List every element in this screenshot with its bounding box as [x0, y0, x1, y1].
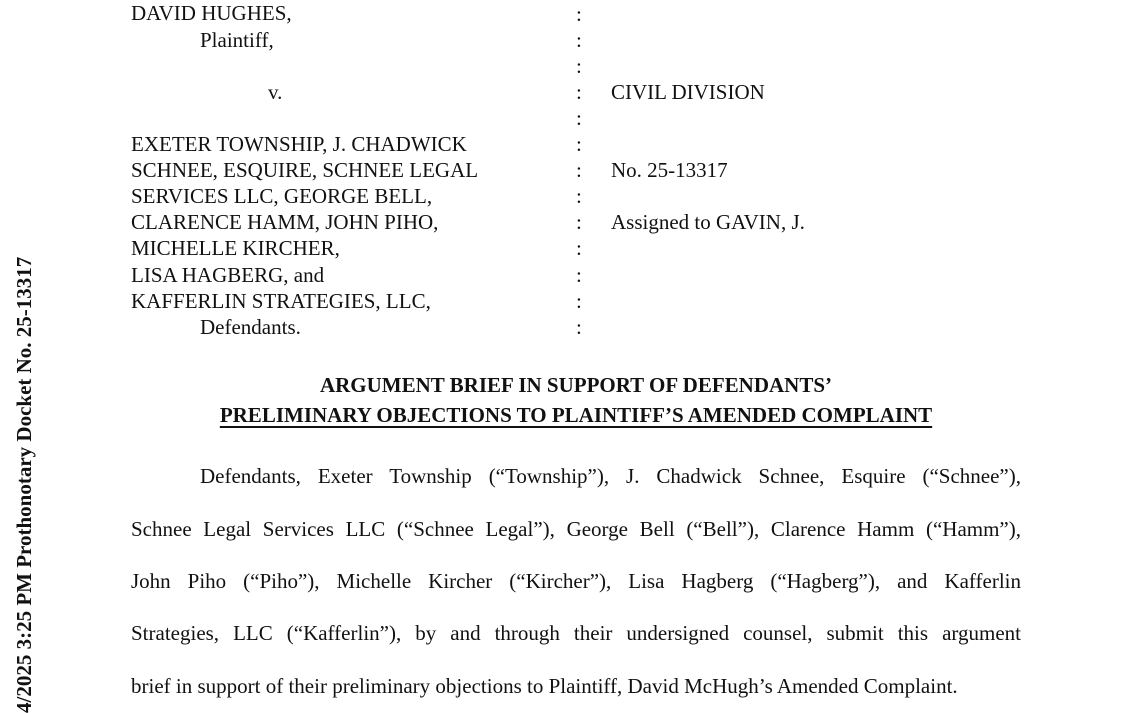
plaintiff-label: Plaintiff, [200, 28, 274, 52]
defendant-line: SERVICES LLC, GEORGE BELL, [131, 184, 433, 208]
defendant-line: EXETER TOWNSHIP, J. CHADWICK [131, 132, 467, 156]
caption-colon: : [576, 28, 582, 52]
caption-colon: : [576, 158, 582, 182]
caption-colon: : [576, 289, 582, 313]
defendant-line: SCHNEE, ESQUIRE, SCHNEE LEGAL [131, 158, 479, 182]
caption-colon: : [576, 263, 582, 287]
body-paragraph-line: brief in support of their preliminary objections to Plaintiff, David McHugh’s Amended Complaint. [131, 674, 958, 698]
caption-colon: : [576, 184, 582, 208]
case-number: No. 25-13317 [611, 158, 728, 182]
brief-title-line-2 [0, 402, 1140, 428]
caption-colon: : [576, 54, 582, 78]
defendant-line: MICHELLE KIRCHER, [131, 236, 340, 260]
versus-label: v. [268, 80, 283, 104]
defendant-line: CLARENCE HAMM, JOHN PIHO, [131, 210, 439, 234]
caption-colon: : [576, 2, 582, 26]
court-division: CIVIL DIVISION [611, 80, 765, 104]
body-paragraph-line: Defendants, Exeter Township (“Township”), J. Chadwick Schnee, Esquire (“Schnee”), [200, 464, 1021, 488]
body-paragraph-line: Schnee Legal Services LLC (“Schnee Legal”), George Bell (“Bell”), Clarence Hamm (“Hamm”), [131, 517, 1021, 541]
body-paragraph-line: John Piho (“Piho”), Michelle Kircher (“Kircher”), Lisa Hagberg (“Hagberg”), and Kafferlin [131, 569, 1021, 593]
caption-colon: : [576, 106, 582, 130]
caption-colon: : [576, 210, 582, 234]
judge-assignment: Assigned to GAVIN, J. [611, 210, 805, 234]
plaintiff-name: DAVID HUGHES, [131, 1, 292, 25]
defendant-line: LISA HAGBERG, and [131, 263, 325, 287]
caption-colon: : [576, 80, 582, 104]
defendants-label: Defendants. [200, 315, 301, 339]
defendant-line: KAFFERLIN STRATEGIES, LLC, [131, 289, 431, 313]
filing-stamp: 4/2025 3:25 PM Prothonotary Docket No. 25-13317 [12, 256, 36, 713]
body-paragraph-line: Strategies, LLC (“Kafferlin”), by and through their undersigned counsel, submit this argument [131, 621, 1021, 645]
caption-colon: : [576, 315, 582, 339]
brief-title-line-1: ARGUMENT BRIEF IN SUPPORT OF DEFENDANTS’ [319, 373, 833, 397]
brief-title-underlined: PRELIMINARY OBJECTIONS TO PLAINTIFF’S AMENDED COMPLAINT [219, 403, 933, 427]
caption-colon: : [576, 236, 582, 260]
caption-colon: : [576, 132, 582, 156]
